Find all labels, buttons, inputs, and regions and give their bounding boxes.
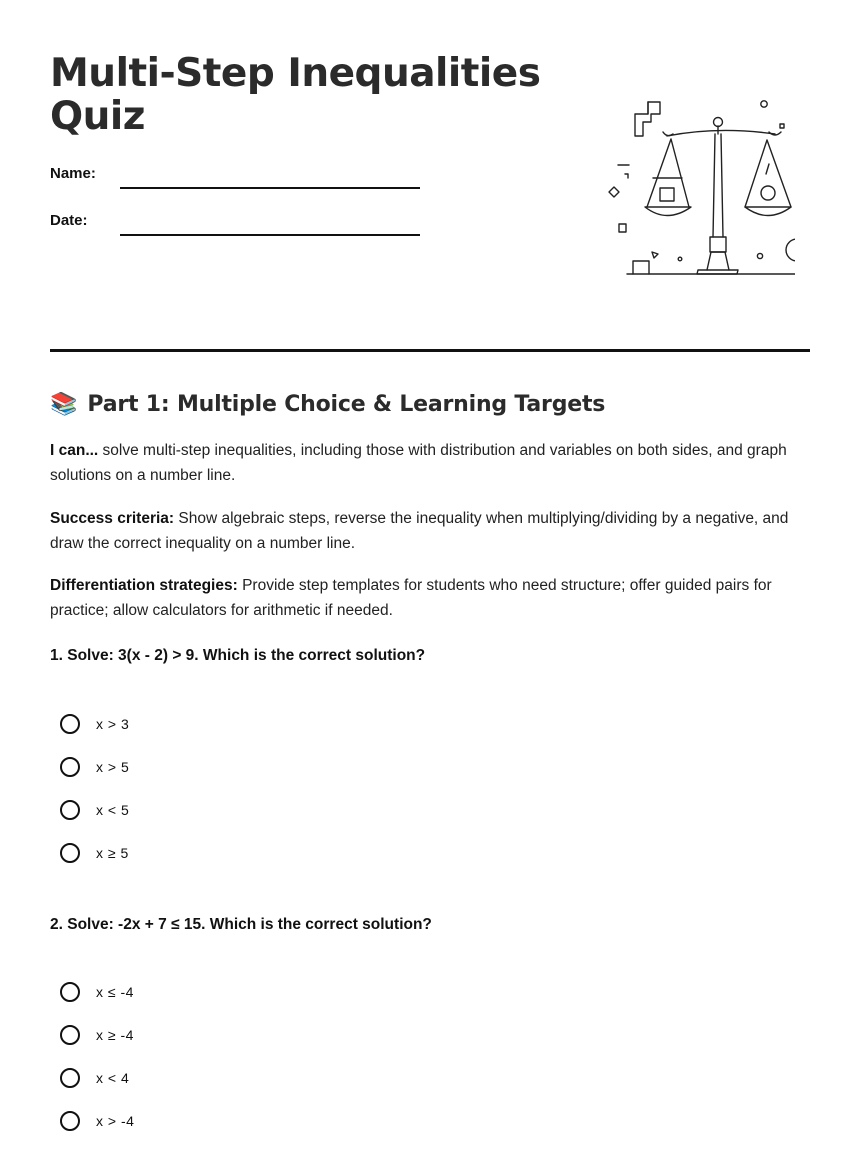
- option-label: x ≥ 5: [96, 845, 129, 861]
- option-label: x > -4: [96, 1113, 135, 1129]
- page-title: Multi-Step Inequalities Quiz: [50, 51, 541, 139]
- radio-button[interactable]: [60, 1111, 80, 1131]
- q1-option-b[interactable]: [60, 754, 129, 780]
- q2-option-a[interactable]: [60, 979, 134, 1005]
- q2-option-c[interactable]: [60, 1065, 129, 1091]
- option-label: x < 4: [96, 1070, 130, 1086]
- question-2: 2. Solve: -2x + 7 ≤ 15. Which is the correct solution?: [50, 916, 432, 933]
- i-can-text: solve multi-step inequalities, including those with distribution and variables on both sides, and graph solutions on a number line.: [50, 442, 787, 484]
- balance-scale-icon: [555, 92, 795, 284]
- success-text: Show algebraic steps, reverse the inequality when multiplying/dividing by a negative, and draw the correct inequality on a number line.: [50, 510, 789, 552]
- success-criteria: [50, 506, 810, 556]
- radio-button[interactable]: [60, 843, 80, 863]
- option-label: x < 5: [96, 802, 130, 818]
- differentiation-strategies: [50, 573, 810, 623]
- q2-option-d[interactable]: [60, 1108, 134, 1134]
- option-label: x > 5: [96, 759, 130, 775]
- section-divider: [50, 349, 810, 352]
- name-underline[interactable]: [120, 187, 420, 189]
- name-field[interactable]: [50, 165, 420, 189]
- option-label: x ≥ -4: [96, 1027, 134, 1043]
- name-label: Name:: [50, 165, 96, 182]
- radio-button[interactable]: [60, 714, 80, 734]
- radio-button[interactable]: [60, 1068, 80, 1088]
- option-label: x > 3: [96, 716, 130, 732]
- radio-button[interactable]: [60, 800, 80, 820]
- radio-button[interactable]: [60, 757, 80, 777]
- date-field[interactable]: [50, 212, 420, 236]
- q1-option-a[interactable]: [60, 711, 129, 737]
- learning-target: [50, 438, 810, 488]
- radio-button[interactable]: [60, 1025, 80, 1045]
- success-label: Success criteria:: [50, 510, 175, 527]
- date-label: Date:: [50, 212, 88, 229]
- q2-option-b[interactable]: [60, 1022, 134, 1048]
- books-icon: 📚: [50, 391, 78, 416]
- i-can-label: I can...: [50, 442, 99, 459]
- q1-option-c[interactable]: [60, 797, 129, 823]
- part1-heading: [50, 388, 605, 420]
- quiz-page: [50, 0, 810, 1161]
- date-underline[interactable]: [120, 234, 420, 236]
- option-label: x ≤ -4: [96, 984, 134, 1000]
- part1-title: Part 1: Multiple Choice & Learning Targets: [87, 391, 606, 417]
- question-1: 1. Solve: 3(x - 2) > 9. Which is the correct solution?: [50, 647, 426, 664]
- radio-button[interactable]: [60, 982, 80, 1002]
- diff-label: Differentiation strategies:: [50, 577, 238, 594]
- q1-option-d[interactable]: [60, 840, 129, 866]
- diff-text: Provide step templates for students who need structure; offer guided pairs for practice; allow calculators for arithmetic if needed.: [50, 577, 772, 619]
